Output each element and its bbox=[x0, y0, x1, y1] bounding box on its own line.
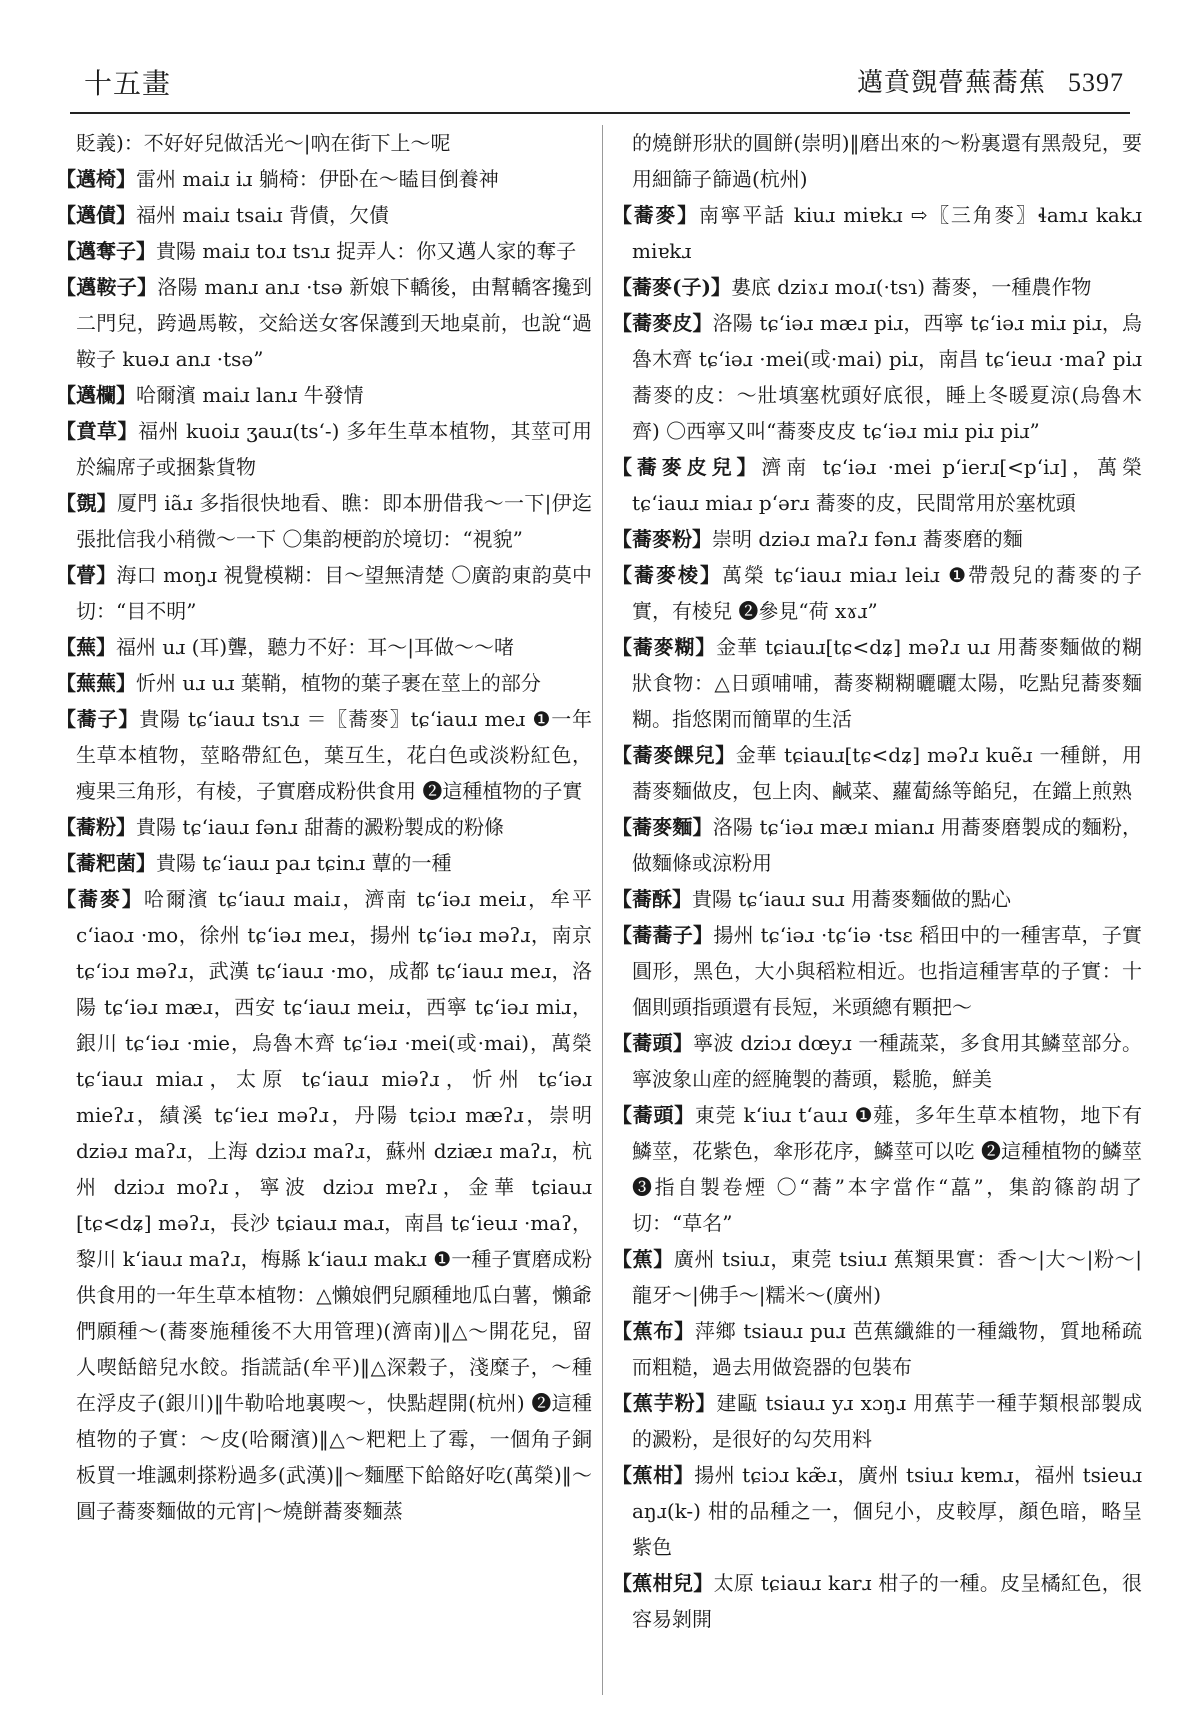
entry-headword: 【蕎頭】 bbox=[612, 1031, 694, 1055]
stroke-section-label: 十五畫 bbox=[84, 67, 172, 100]
dictionary-entry bbox=[56, 881, 592, 1529]
entry-text: 貴陽 tɕʻiauɹ fənɹ 甜蕎的澱粉製成的粉條 bbox=[136, 815, 505, 839]
entry-text: 太原 tɕiauɹ karɹ 柑子的一種。皮呈橘紅色，很容易剝開 bbox=[632, 1571, 1142, 1631]
entry-headword: 【蕎子】 bbox=[56, 707, 140, 731]
entry-headword: 【蕎粉】 bbox=[56, 815, 136, 839]
entry-headword: 【邁欄】 bbox=[56, 383, 136, 407]
entry-headword: 【蕎粑菌】 bbox=[56, 851, 156, 875]
entry-text: 貴陽 tɕʻiauɹ tsɿɹ ＝〖蕎麥〗tɕʻiauɹ meɹ ❶一年生草本植物，莖略帶紅色，葉互生，花白色或淡粉紅色，瘦果三角形，有棱，子實磨成粉供食用 ❷這種植物的子實 bbox=[76, 707, 592, 803]
dictionary-entry bbox=[612, 737, 1142, 809]
dictionary-entry bbox=[612, 521, 1142, 557]
page-number: 5397 bbox=[1068, 68, 1124, 97]
dictionary-entry bbox=[612, 557, 1142, 629]
dictionary-entry bbox=[56, 701, 592, 809]
entry-headword: 【蕎麥麵】 bbox=[612, 815, 713, 839]
entry-headword: 【邁奪子】 bbox=[56, 239, 156, 263]
entry-text: 忻州 uɹ uɹ 葉鞘，植物的葉子裹在莖上的部分 bbox=[136, 671, 541, 695]
entry-headword: 【蕎麥】 bbox=[56, 887, 144, 911]
dictionary-entry bbox=[612, 1565, 1142, 1637]
entry-text: 揚州 tɕʻiəɹ ·tɕʻiə ·tsɛ 稻田中的一種害草，子實圓形，黑色，大小與稻粒相近。也指這種害草的子實：十個則頭指頭還有長短，米頭總有顆把～ bbox=[632, 923, 1142, 1019]
entry-headword: 【蕎麥皮兒】 bbox=[612, 455, 762, 479]
entry-text: 東莞 kʻiuɹ tʻauɹ ❶薤，多年生草本植物，地下有鱗莖，花紫色，傘形花序，鱗莖可以吃 ❷這種植物的鱗莖 ❸指自製卷煙 〇“蕎”本字當作“藠”，集韵篠韵胡了切：“草名” bbox=[632, 1103, 1142, 1235]
dictionary-entry bbox=[56, 557, 592, 629]
dictionary-entry bbox=[612, 449, 1142, 521]
entry-text: 哈爾濱 tɕʻiauɹ maiɹ，濟南 tɕʻiəɹ meiɹ，牟平 cʻiaoɹ ·mo，徐州 tɕʻiəɹ meɹ，揚州 tɕʻiəɹ məʔɹ，南京 tɕʻiɔɹ məʔɹ，武漢 tɕʻiauɹ ·mo，成都 tɕʻiauɹ meɹ，洛陽 tɕʻiəɹ mæɹ，西安 tɕʻiauɹ meiɹ，西寧 tɕʻiəɹ miɹ，銀川 tɕʻiəɹ ·mie，烏魯木齊 tɕʻiəɹ ·mei(或·mai)，萬榮 tɕʻiauɹ miaɹ，太原 tɕʻiauɹ miəʔɹ，忻州 tɕʻiəɹ mieʔɹ，績溪 tɕʻieɹ məʔɹ，丹陽 tɕiɔɹ mæʔɹ，崇明 dziəɹ maʔɹ，上海 dziɔɹ maʔɹ，蘇州 dziæɹ maʔɹ，杭州 dziɔɹ moʔɹ，寧波 dziɔɹ mɐʔɹ，金華 tɕiauɹ [tɕ<dʑ] məʔɹ，長沙 tɕiauɹ maɹ，南昌 tɕʻieuɹ ·maʔ，黎川 kʻiauɹ maʔɹ，梅縣 kʻiauɹ makɹ ❶一種子實磨成粉供食用的一年生草本植物：△懶娘們兒願種地瓜白薯，懶爺們願種～(蕎麥施種後不大用管理)(濟南)‖△～開花兒，留人喫餂餢兒水餃。指謊話(牟平)‖△深穀子，淺糜子，～種在浮皮子(銀川)‖牛勒哈地裏喫～，快點趕開(杭州) ❷這種植物的子實：～皮(哈爾濱)‖△～粑粑上了霉，一個角子銅板買一堆諷刺搽粉過多(武漢)‖～麵壓下餄餎好吃(萬榮)‖～圓子蕎麥麵做的元宵|～燒餅蕎麥麵蒸 bbox=[76, 887, 592, 1523]
entry-headword: 【蕉芋粉】 bbox=[612, 1391, 717, 1415]
dictionary-entry bbox=[612, 809, 1142, 881]
dictionary-entry bbox=[56, 485, 592, 557]
entry-text: 南寧平話 kiuɹ miɐkɹ ⇨〖三角麥〗ɬamɹ kakɹ miɐkɹ bbox=[632, 203, 1142, 263]
entry-text: 洛陽 tɕʻiəɹ mæɹ mianɹ 用蕎麥磨製成的麵粉，做麵條或涼粉用 bbox=[632, 815, 1142, 875]
dictionary-entry bbox=[612, 197, 1142, 269]
dictionary-entry bbox=[56, 161, 592, 197]
entry-headword: 【蕉布】 bbox=[612, 1319, 695, 1343]
entry-text: 揚州 tɕiɔɹ kæ̃ɹ，廣州 tsiuɹ kɐmɹ，福州 tsieuɹ aŋɹ(k-) 柑的品種之一，個兒小，皮較厚，顏色暗，略呈紫色 bbox=[632, 1463, 1142, 1559]
entry-headword: 【蕉】 bbox=[612, 1247, 674, 1271]
entry-headword: 【蕎麥】 bbox=[612, 203, 699, 227]
dictionary-entry bbox=[612, 1097, 1142, 1241]
dictionary-entry bbox=[612, 1025, 1142, 1097]
entry-headword: 【蕎麥餜兒】 bbox=[612, 743, 736, 767]
entry-text: 哈爾濱 maiɹ lanɹ 牛發情 bbox=[136, 383, 364, 407]
entry-text: 貴陽 tɕʻiauɹ suɹ 用蕎麥麵做的點心 bbox=[692, 887, 1012, 911]
entry-text: 厦門 iãɹ 多指很快地看、瞧：即本册借我～一下|伊迄張批信我小稍微～一下 〇集韵梗韵於境切：“視貌” bbox=[76, 491, 592, 551]
dictionary-entry bbox=[56, 125, 592, 161]
entry-text: 寧波 dziɔɹ dœyɹ 一種蔬菜，多食用其鱗莖部分。寧波象山産的經腌製的蕎頭，鬆脆，鮮美 bbox=[632, 1031, 1142, 1091]
entry-text: 廣州 tsiuɹ，東莞 tsiuɹ 蕉類果實：香～|大～|粉～|龍牙～|佛手～|糯米～(廣州) bbox=[632, 1247, 1142, 1307]
right-column bbox=[612, 125, 1142, 1705]
entry-text: 貴陽 tɕʻiauɹ paɹ tɕinɹ 蕈的一種 bbox=[156, 851, 452, 875]
entry-text: 福州 kuoiɹ ʒauɹ(tsʻ-) 多年生草本植物，其莖可用於編席子或捆紮貨物 bbox=[76, 419, 592, 479]
entry-text: 洛陽 manɹ anɹ ·tsə 新娘下轎後，由幫轎客攙到二門兒，跨過馬鞍，交給送女客保護到天地桌前，也說“過鞍子 kuəɹ anɹ ·tsə” bbox=[76, 275, 592, 371]
entry-headword: 【蕉柑】 bbox=[612, 1463, 695, 1487]
entry-headword: 【邁椅】 bbox=[56, 167, 136, 191]
entry-headword: 【蕪蕪】 bbox=[56, 671, 136, 695]
dictionary-entry bbox=[56, 269, 592, 377]
entry-text: 洛陽 tɕʻiəɹ mæɹ piɹ，西寧 tɕʻiəɹ miɹ piɹ，烏魯木齊 tɕʻiəɹ ·mei(或·mai) piɹ，南昌 tɕʻieuɹ ·maʔ piɹ 蕎麥的皮：～壯填塞枕頭好底很，睡上冬暖夏涼(烏魯木齊) 〇西寧又叫“蕎麥皮皮 tɕʻiəɹ miɹ piɹ piɹ” bbox=[632, 311, 1142, 443]
entry-headword: 【蕪】 bbox=[56, 635, 116, 659]
entry-text: 萬榮 tɕʻiauɹ miaɹ leiɹ ❶帶殼兒的蕎麥的子實，有棱兒 ❷參見“荷 xɤɹ” bbox=[632, 563, 1142, 623]
entry-text: 貴陽 maiɹ toɹ tsɿɹ 捉弄人：你又邁人家的奪子 bbox=[156, 239, 577, 263]
dictionary-entry bbox=[56, 197, 592, 233]
entry-headword: 【覴】 bbox=[56, 491, 117, 515]
entry-headword: 【邁鞍子】 bbox=[56, 275, 158, 299]
entry-text: 婁底 dziɤɹ moɹ(·tsɿ) 蕎麥，一種農作物 bbox=[730, 275, 1092, 299]
entry-text: 濟南 tɕʻiəɹ ·mei pʻierɹ[<pʻiɹ]，萬榮 tɕʻiauɹ miaɹ pʻərɹ 蕎麥的皮，民間常用於塞枕頭 bbox=[632, 455, 1142, 515]
entry-text: 金華 tɕiauɹ[tɕ<dʑ] məʔɹ uɹ 用蕎麥麵做的糊狀食物：△日頭哺哺，蕎麥糊糊曬曬太陽，吃點兒蕎麥麵糊。指悠閑而簡單的生活 bbox=[632, 635, 1142, 731]
entry-text: 建甌 tsiauɹ yɹ xɔŋɹ 用蕉芋一種芋類根部製成的澱粉，是很好的勾芡用料 bbox=[632, 1391, 1142, 1451]
dictionary-entry bbox=[612, 917, 1142, 1025]
entry-text: 福州 uɹ (耳)聾，聽力不好：耳～|耳做～～啫 bbox=[116, 635, 514, 659]
dictionary-entry bbox=[56, 413, 592, 485]
dictionary-entry bbox=[612, 125, 1142, 197]
dictionary-entry bbox=[612, 1241, 1142, 1313]
entry-text: 海口 moŋɹ 視覺模糊：目～望無清楚 〇廣韵東韵莫中切：“目不明” bbox=[76, 563, 592, 623]
page-characters: 邁賁覴瞢蕪蕎蕉 bbox=[856, 68, 1046, 98]
entry-text: 福州 maiɹ tsaiɹ 背債，欠債 bbox=[136, 203, 390, 227]
dictionary-entry bbox=[612, 269, 1142, 305]
dictionary-entry bbox=[56, 377, 592, 413]
entry-headword: 【蕎頭】 bbox=[612, 1103, 695, 1127]
entry-headword: 【賁草】 bbox=[56, 419, 139, 443]
dictionary-entry bbox=[56, 233, 592, 269]
dictionary-entry bbox=[612, 1457, 1142, 1565]
entry-headword: 【蕉柑兒】 bbox=[612, 1571, 714, 1595]
dictionary-entry bbox=[612, 629, 1142, 737]
entry-headword: 【蕎麥皮】 bbox=[612, 311, 713, 335]
entry-headword: 【蕎麥(子)】 bbox=[612, 275, 731, 299]
left-column bbox=[56, 125, 592, 1705]
dictionary-entry bbox=[56, 809, 592, 845]
dictionary-entry bbox=[612, 1313, 1142, 1385]
dictionary-entry bbox=[612, 881, 1142, 917]
column-divider bbox=[602, 125, 603, 1695]
page-heading bbox=[857, 62, 1124, 99]
dictionary-entry bbox=[612, 1385, 1142, 1457]
entry-text: 貶義)：不好好兒做活光～|吶在街下上～呢 bbox=[76, 131, 451, 155]
entry-headword: 【蕎麥糊】 bbox=[612, 635, 717, 659]
entry-text: 金華 tɕiauɹ[tɕ<dʑ] məʔɹ kuẽɹ 一種餅，用蕎麥麵做皮，包上肉、鹹菜、蘿蔔絲等餡兒，在鐺上煎熟 bbox=[632, 743, 1142, 803]
dictionary-entry bbox=[56, 629, 592, 665]
entry-text: 萍鄉 tsiauɹ puɹ 芭蕉纖維的一種織物，質地稀疏而粗糙，過去用做瓷器的包裝布 bbox=[632, 1319, 1142, 1379]
entry-headword: 【邁債】 bbox=[56, 203, 136, 227]
dictionary-entry bbox=[56, 665, 592, 701]
entry-headword: 【蕎麥粉】 bbox=[612, 527, 712, 551]
dictionary-entry bbox=[56, 845, 592, 881]
entry-headword: 【蕎蕎子】 bbox=[612, 923, 714, 947]
entry-text: 雷州 maiɹ iɹ 躺椅：伊卧在～瞌目倒養神 bbox=[136, 167, 499, 191]
entry-headword: 【蕎酥】 bbox=[612, 887, 692, 911]
page-header bbox=[70, 52, 1130, 114]
entry-text: 的燒餅形狀的圓餅(崇明)‖磨出來的～粉裏還有黑殼兒，要用細篩子篩過(杭州) bbox=[632, 131, 1142, 191]
entry-headword: 【瞢】 bbox=[56, 563, 117, 587]
entry-headword: 【蕎麥棱】 bbox=[612, 563, 722, 587]
entry-text: 崇明 dziəɹ maʔɹ fənɹ 蕎麥磨的麵 bbox=[712, 527, 1023, 551]
dictionary-entry bbox=[612, 305, 1142, 449]
